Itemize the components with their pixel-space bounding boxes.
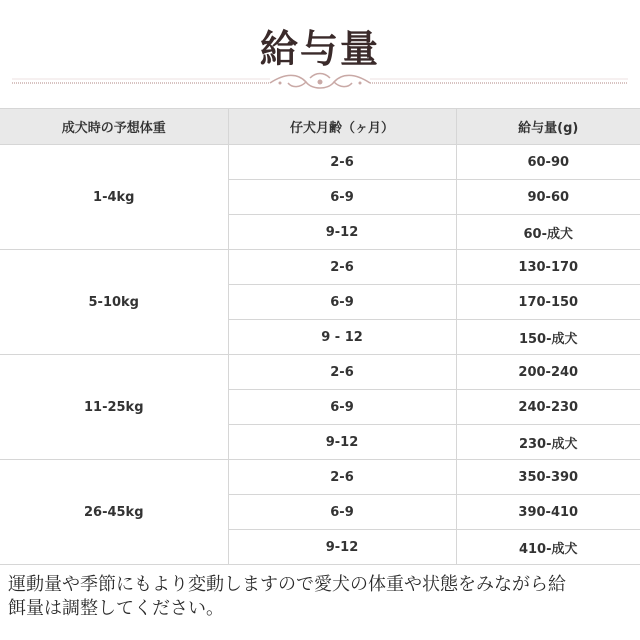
note-line-1: 運動量や季節にもより変動しますので愛犬の体重や状態をみながら給 xyxy=(8,574,566,595)
age-cell: 6-9 xyxy=(228,495,456,530)
weight-cell: 26-45kg xyxy=(0,460,228,565)
age-cell: 2-6 xyxy=(228,145,456,180)
table-row xyxy=(0,250,640,285)
amount-cell: 350-390 xyxy=(456,460,640,495)
amount-cell: 90-60 xyxy=(456,180,640,215)
amount-cell: 60-成犬 xyxy=(456,215,640,250)
header-feeding-amount: 給与量(g) xyxy=(456,109,640,145)
age-cell: 6-9 xyxy=(228,390,456,425)
header-puppy-age: 仔犬月齢（ヶ月） xyxy=(228,109,456,145)
feeding-table xyxy=(0,108,640,565)
amount-cell: 130-170 xyxy=(456,250,640,285)
table-header-row xyxy=(0,109,640,145)
age-cell: 2-6 xyxy=(228,355,456,390)
amount-cell: 240-230 xyxy=(456,390,640,425)
amount-cell: 390-410 xyxy=(456,495,640,530)
table-row xyxy=(0,355,640,390)
amount-cell: 230-成犬 xyxy=(456,425,640,460)
feeding-note xyxy=(8,573,636,621)
age-cell: 9-12 xyxy=(228,215,456,250)
age-cell: 6-9 xyxy=(228,285,456,320)
age-cell: 2-6 xyxy=(228,460,456,495)
age-cell: 9 - 12 xyxy=(228,320,456,355)
ornament-divider xyxy=(0,68,640,98)
page-title: 給与量 xyxy=(259,26,380,71)
weight-cell: 11-25kg xyxy=(0,355,228,460)
amount-cell: 60-90 xyxy=(456,145,640,180)
amount-cell: 200-240 xyxy=(456,355,640,390)
age-cell: 9-12 xyxy=(228,425,456,460)
amount-cell: 170-150 xyxy=(456,285,640,320)
weight-cell: 5-10kg xyxy=(0,250,228,355)
amount-cell: 410-成犬 xyxy=(456,530,640,565)
age-cell: 2-6 xyxy=(228,250,456,285)
age-cell: 6-9 xyxy=(228,180,456,215)
amount-cell: 150-成犬 xyxy=(456,320,640,355)
weight-cell: 1-4kg xyxy=(0,145,228,250)
table-row xyxy=(0,145,640,180)
table-row xyxy=(0,460,640,495)
age-cell: 9-12 xyxy=(228,530,456,565)
note-line-2: 餌量は調整してください。 xyxy=(8,598,224,619)
header-expected-weight: 成犬時の予想体重 xyxy=(0,109,228,145)
